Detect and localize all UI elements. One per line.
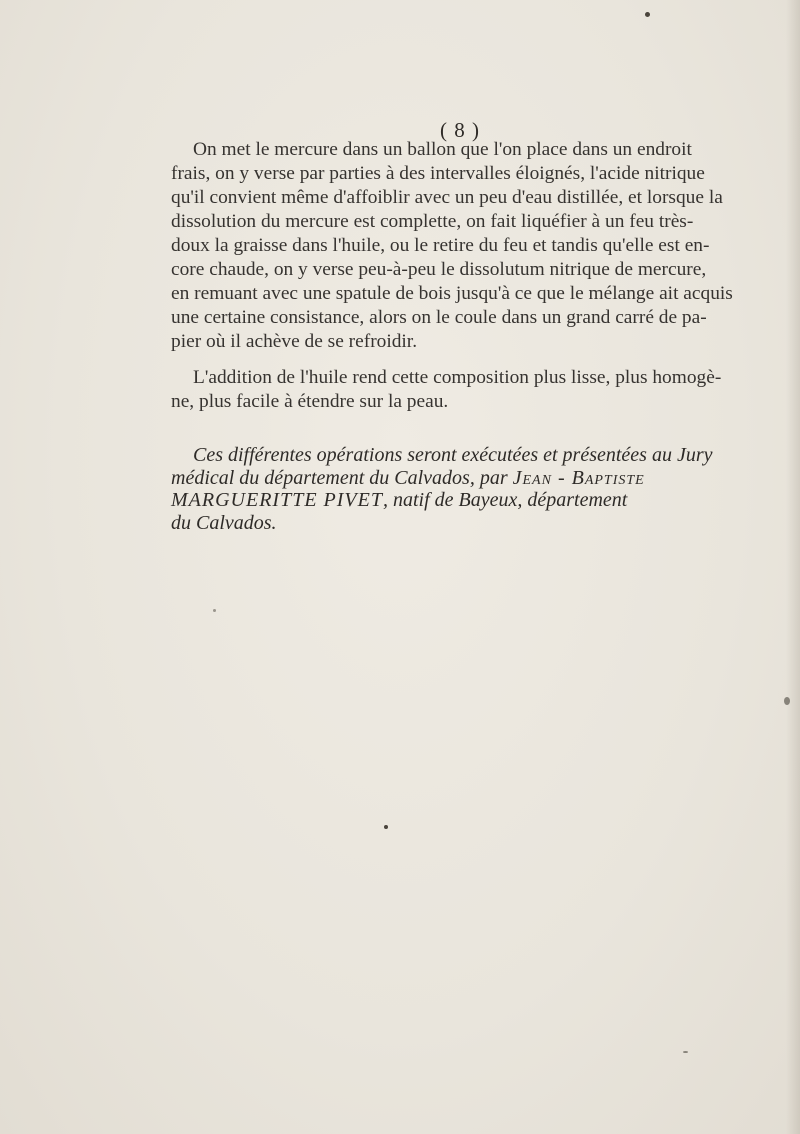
credit-text: , natif de Bayeux, département [382,489,628,511]
ink-speck [784,697,790,705]
credit-line [171,489,771,512]
ink-speck [645,12,650,17]
ink-speck [384,825,388,829]
author-first-name: Jean - Baptiste [512,466,645,489]
paragraph-preparation [171,138,771,354]
text-line: core chaude, on y verse peu-à-peu le dissolutum nitrique de mercure, [171,259,707,280]
text-line: L'addition de l'huile rend cette composition plus lisse, plus homogè- [193,367,722,388]
credit-line: Ces différentes opérations seront exécutées et présentées au Jury [193,444,713,466]
ink-speck [213,609,216,612]
text-line: en remuant avec une spatule de bois jusqu'à ce que le mélange ait acquis [171,283,733,304]
credit-text: médical du département du Calvados, par [171,466,513,489]
text-line: frais, on y verse par parties à des intervalles éloignés, l'acide nitrique [171,163,705,184]
credit-paragraph [171,444,771,534]
text-line: dissolution du mercure est complette, on fait liquéfier à un feu très- [171,211,694,232]
text-line: pier où il achève de se refroidir. [171,331,418,352]
page-number: ( 8 ) [440,118,480,142]
text-line: doux la graisse dans l'huile, ou le retire du feu et tandis qu'elle est en- [171,235,710,256]
text-line: une certaine consistance, alors on le coule dans un grand carré de pa- [171,307,707,328]
text-line: ne, plus facile à étendre sur la peau. [171,391,449,412]
text-line: On met le mercure dans un ballon que l'on place dans un endroit [193,139,692,160]
text-line: qu'il convient même d'affoiblir avec un peu d'eau distillée, et lorsque la [171,187,723,208]
author-surname: MARGUERITTE PIVET [171,489,383,511]
paragraph-addition [171,366,771,414]
credit-line: du Calvados. [171,511,277,534]
page-edge-shadow [786,0,800,1134]
ink-speck [683,1051,688,1053]
credit-line [171,467,771,490]
